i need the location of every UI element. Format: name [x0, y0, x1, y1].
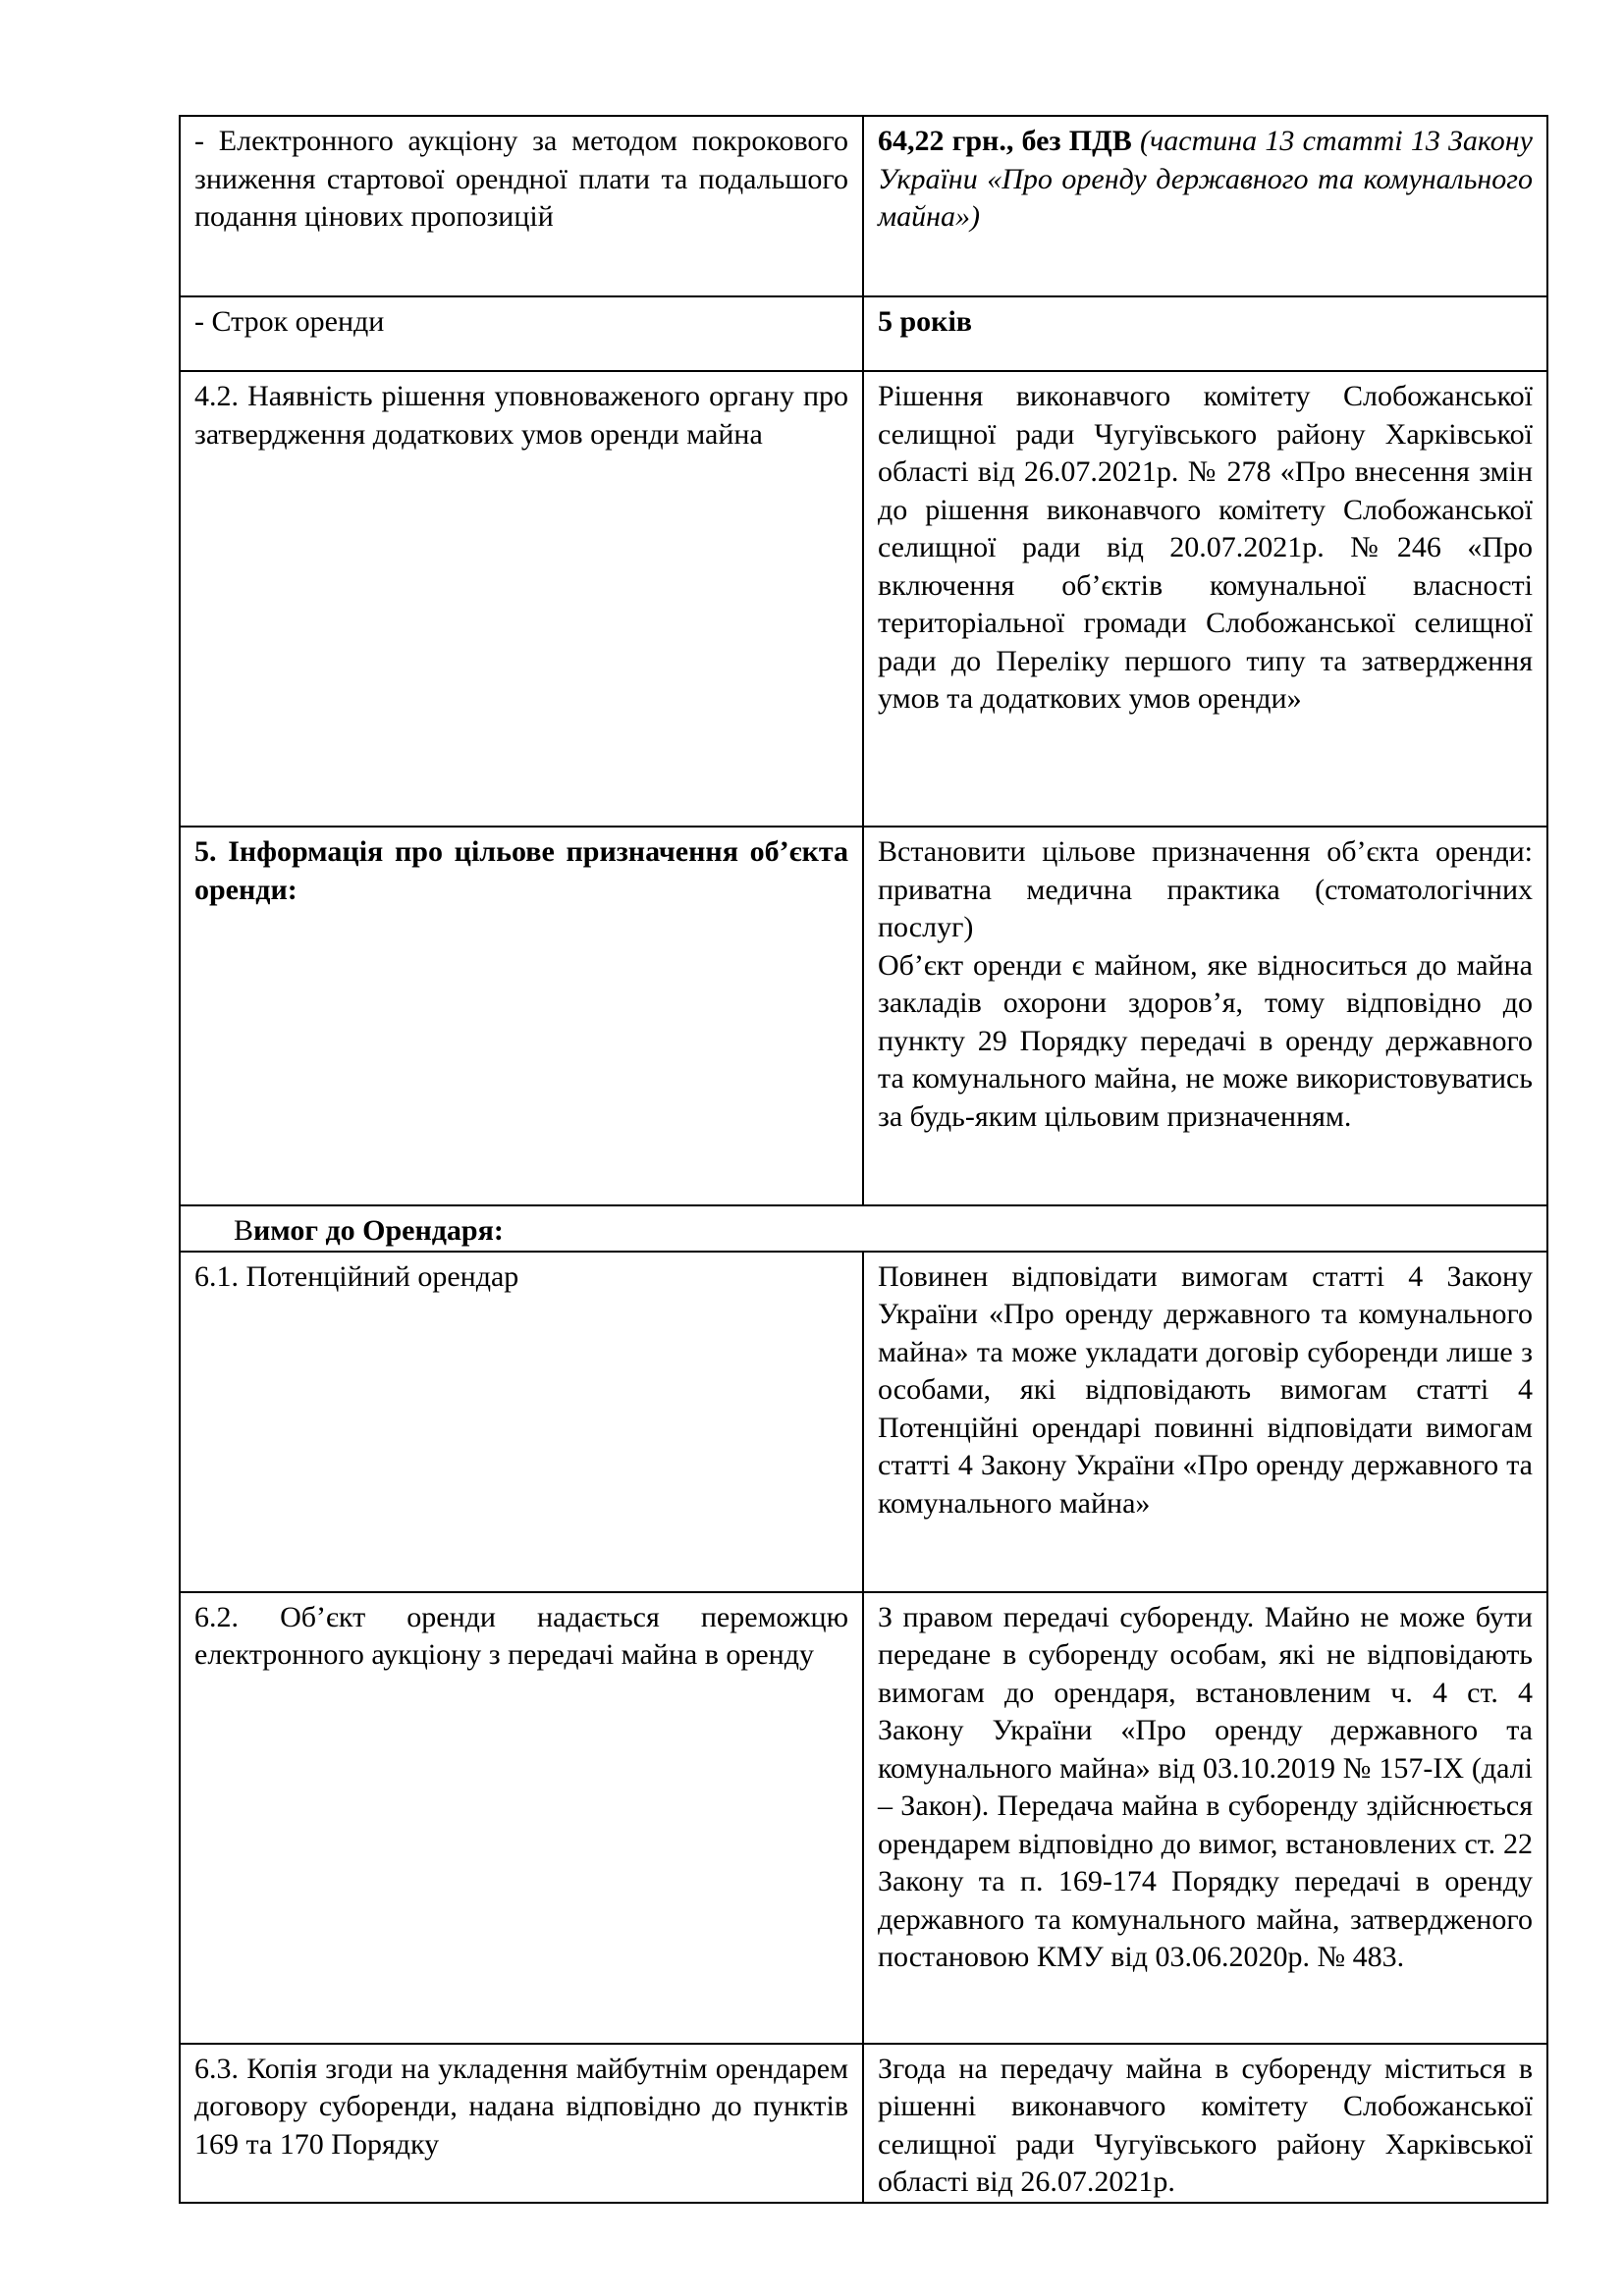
table-row [180, 371, 1547, 827]
cell-text: - Електронного аукціону за методом покрокового зниження стартової орендної плати та подальшого подання цінових пропозицій [194, 125, 848, 233]
cell-text: Повинен відповідати вимогам статті 4 Закону України «Про оренду державного та комунального майна» та може укладати договір суборенди лише з особами, які відповідають вимогам статті 4 Потенційні орендарі повинні відповідати вимогам статті 4 Закону України «Про оренду державного та комунального майна» [878, 1259, 1533, 1520]
row-value [863, 1252, 1547, 1592]
section-heading-first-letter: В [234, 1214, 254, 1247]
lease-term: 5 років [878, 305, 973, 338]
cell-text: 6.1. Потенційний орендар [194, 1259, 519, 1293]
table-row [180, 1592, 1547, 2044]
legal-reference: (частина 13 статті 13 Закону України «Про оренду державного та комунального майна») [878, 125, 1533, 233]
row-label [180, 1592, 863, 2044]
row-value [863, 827, 1547, 1205]
cell-text: 6.2. Об’єкт оренди надається переможцю електронного аукціону з передачі майна в оренду [194, 1600, 848, 1671]
cell-text: Згода на передачу майна в суборенду міститься в рішенні виконавчого комітету Слобожанської селищної ради Чугуївського району Харківської області від 26.07.2021р. [878, 2052, 1533, 2198]
row-value [863, 2044, 1547, 2203]
row-label [180, 116, 863, 296]
cell-text: 4.2. Наявність рішення уповноваженого органу про затвердження додаткових умов оренди майна [194, 380, 848, 451]
section-heading [180, 1205, 1547, 1252]
row-label [180, 827, 863, 1205]
row-value [863, 371, 1547, 827]
row-value [863, 116, 1547, 296]
section-heading-text: имог до Орендаря: [253, 1214, 504, 1247]
table-row [180, 827, 1547, 1205]
table-row [180, 116, 1547, 296]
rent-amount: 64,22 грн., без ПДВ [878, 125, 1132, 157]
row-value [863, 1592, 1547, 2044]
cell-text: - Строк оренди [194, 305, 385, 338]
row-label [180, 2044, 863, 2203]
row-label [180, 1252, 863, 1592]
lease-conditions-table [179, 115, 1548, 2204]
row-value [863, 296, 1547, 371]
row-label [180, 371, 863, 827]
table-row [180, 1252, 1547, 1592]
row-label [180, 296, 863, 371]
section-heading: 5. Інформація про цільове призначення об’єкта оренди: [194, 835, 848, 906]
table-row [180, 296, 1547, 371]
table-row [180, 2044, 1547, 2203]
cell-text: З правом передачі суборенду. Майно не може бути передане в суборенду особам, які не відповідають вимогам до орендаря, встановленим ч. 4 ст. 4 Закону України «Про оренду державного та комунального майна» від 03.10.2019 № 157-IX (далі – Закон). Передача майна в суборенду здійснюється орендарем відповідно до вимог, встановлених ст. 22 Закону та п. 169-174 Порядку передачі в оренду державного та комунального майна, затвердженого постановою КМУ від 03.06.2020р. № 483. [878, 1600, 1533, 1973]
cell-text: Рішення виконавчого комітету Слобожанської селищної ради Чугуївського району Харківської області від 26.07.2021р. № 278 «Про внесення змін до рішення виконавчого комітету Слобожанської селищної ради від 20.07.2021р. №246 «Про включення об’єктів комунальної власності територіальної громади Слобожанської селищної ради до Переліку першого типу та затвердження умов та додаткових умов оренди» [878, 380, 1533, 715]
table-row [180, 1205, 1547, 1252]
cell-paragraph: Встановити цільове призначення об’єкта оренди: приватна медична практика (стоматологічних послуг) [878, 835, 1533, 943]
cell-paragraph: Об’єкт оренди є майном, яке відноситься до майна закладів охорони здоров’я, тому відповідно до пункту 29 Порядку передачі в оренду державного та комунального майна, не може використовуватись за будь-яким цільовим призначенням. [878, 948, 1533, 1133]
cell-text: 6.3. Копія згоди на укладення майбутнім орендарем договору суборенди, надана відповідно до пунктів 169 та 170 Порядку [194, 2052, 848, 2161]
